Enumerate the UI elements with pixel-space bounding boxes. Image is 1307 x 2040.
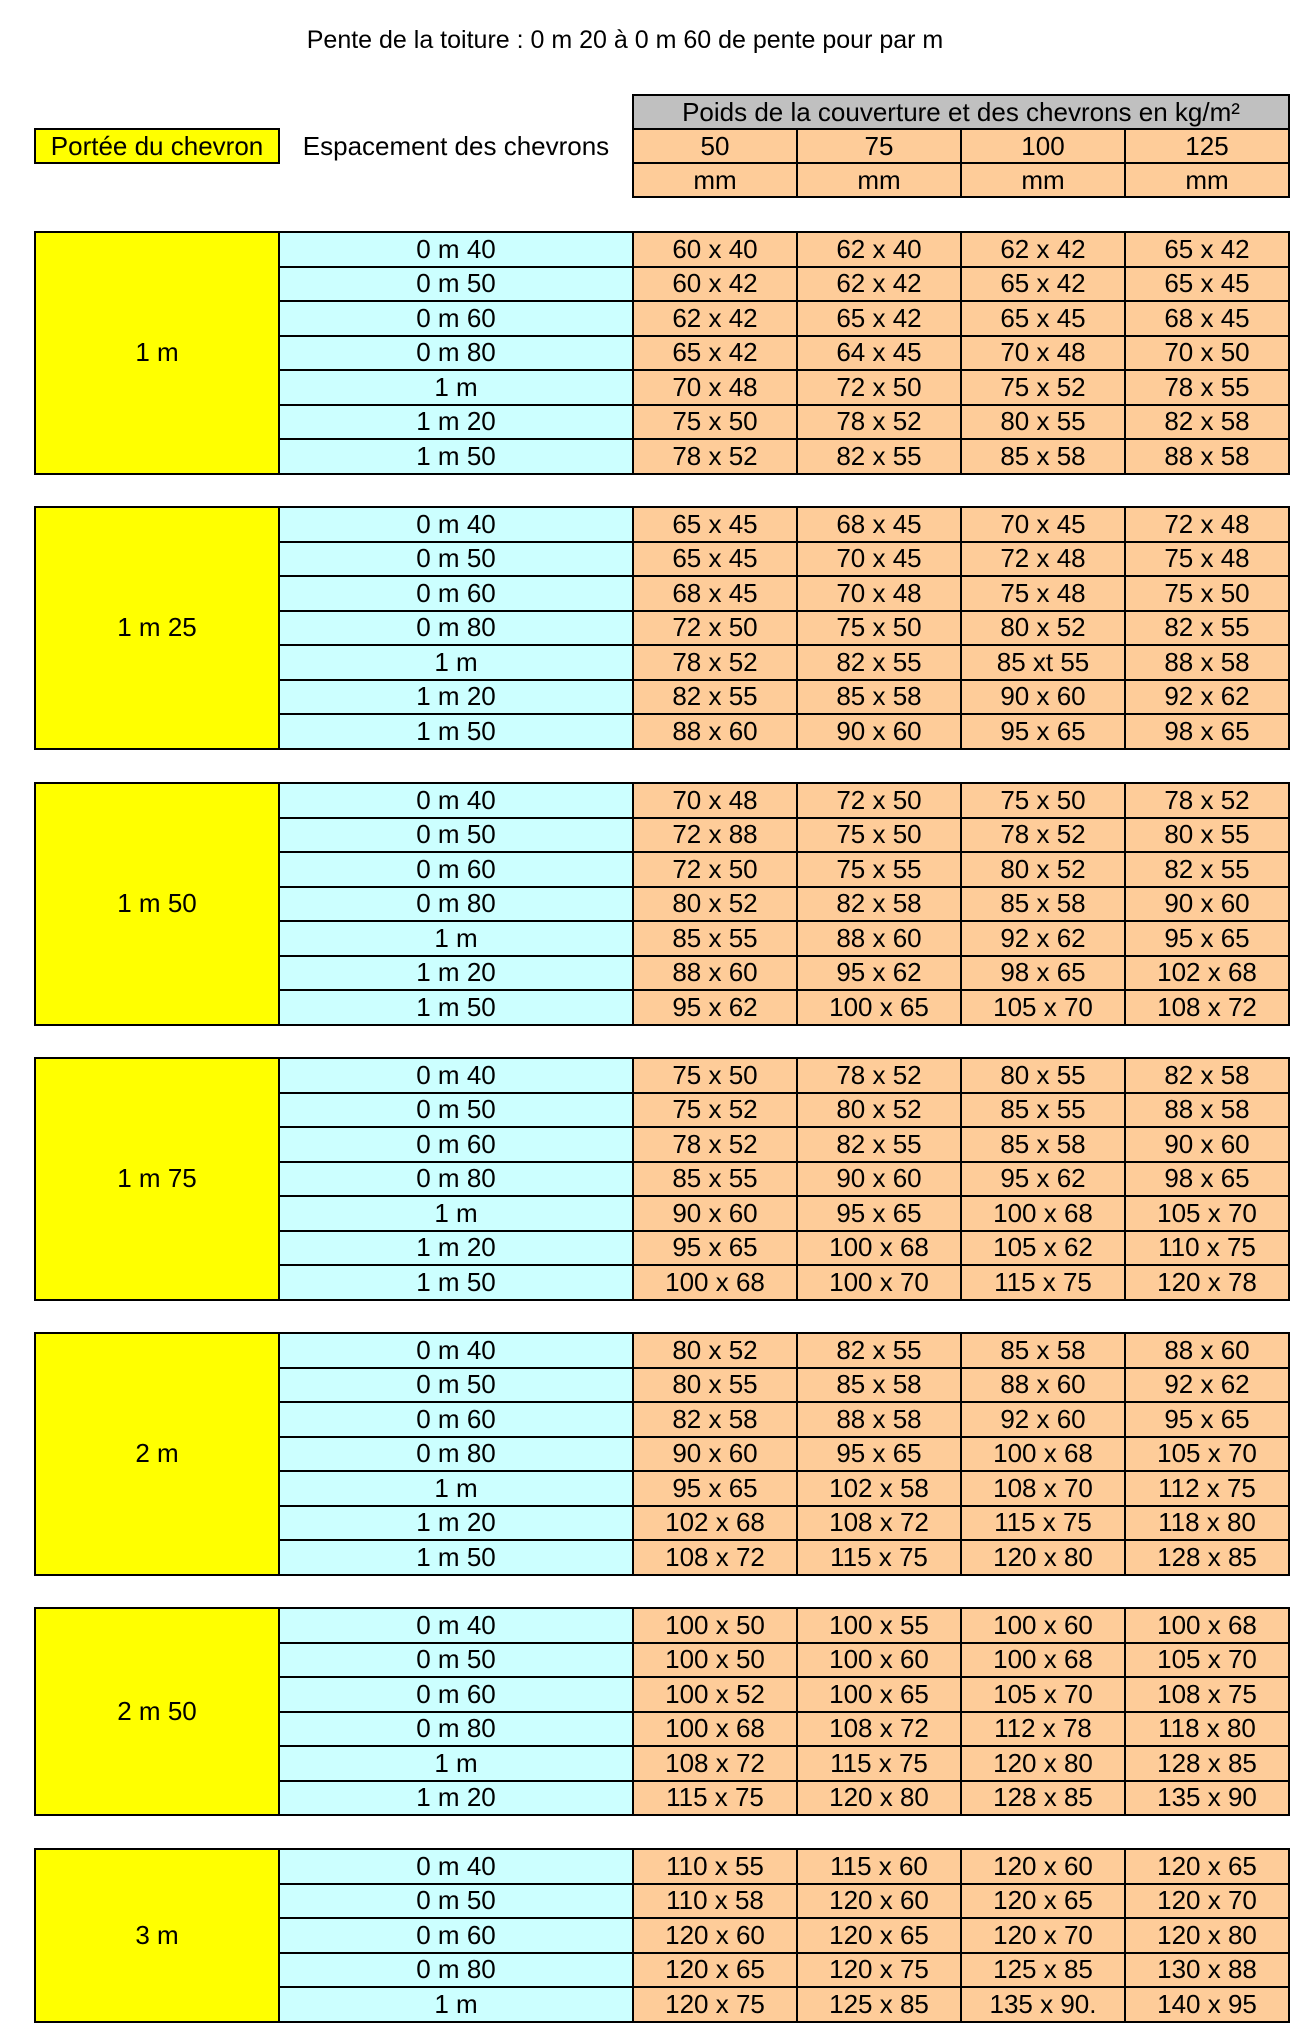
- dimension-cell: 72 x 50: [796, 369, 962, 406]
- dimension-cell: 80 x 52: [632, 1332, 798, 1369]
- dimension-cell: 105 x 70: [1124, 1195, 1290, 1232]
- dimension-cell: 112 x 75: [1124, 1470, 1290, 1507]
- dimension-cell: 60 x 42: [632, 266, 798, 303]
- dimension-cell: 75 x 50: [796, 610, 962, 647]
- dimension-cell: 75 x 48: [960, 575, 1126, 612]
- spacing-cell: 1 m 20: [278, 404, 634, 441]
- dimension-cell: 85 x 58: [796, 679, 962, 716]
- dimension-cell: 75 x 50: [632, 404, 798, 441]
- spacing-cell: 0 m 80: [278, 335, 634, 372]
- dimension-cell: 85 x 55: [960, 1092, 1126, 1129]
- dimension-cell: 110 x 75: [1124, 1230, 1290, 1267]
- span-cell: 3 m: [34, 1848, 280, 2023]
- dimension-cell: 85 x 58: [960, 1126, 1126, 1163]
- dimension-cell: 85 xt 55: [960, 644, 1126, 681]
- dimension-cell: 105 x 62: [960, 1230, 1126, 1267]
- dimension-cell: 78 x 55: [1124, 369, 1290, 406]
- dimension-cell: 120 x 60: [960, 1848, 1126, 1885]
- dimension-cell: 78 x 52: [796, 1057, 962, 1094]
- dimension-cell: 85 x 58: [960, 438, 1126, 475]
- dimension-cell: 78 x 52: [632, 644, 798, 681]
- weight-75: 75: [796, 128, 962, 164]
- dimension-cell: 82 x 58: [796, 886, 962, 923]
- dimension-cell: 118 x 80: [1124, 1711, 1290, 1748]
- dimension-cell: 100 x 68: [960, 1642, 1126, 1679]
- dimension-cell: 88 x 60: [1124, 1332, 1290, 1369]
- dimension-cell: 98 x 65: [1124, 713, 1290, 750]
- dimension-cell: 82 x 58: [1124, 1057, 1290, 1094]
- dimension-cell: 110 x 55: [632, 1848, 798, 1885]
- dimension-cell: 78 x 52: [632, 1126, 798, 1163]
- dimension-cell: 75 x 52: [632, 1092, 798, 1129]
- dimension-cell: 70 x 48: [960, 335, 1126, 372]
- dimension-cell: 120 x 70: [960, 1917, 1126, 1954]
- spacing-cell: 0 m 50: [278, 541, 634, 578]
- dimension-cell: 62 x 42: [632, 300, 798, 337]
- dimension-cell: 80 x 52: [960, 851, 1126, 888]
- dimension-cell: 64 x 45: [796, 335, 962, 372]
- dimension-cell: 82 x 55: [632, 679, 798, 716]
- dimension-cell: 85 x 55: [632, 1161, 798, 1198]
- dimension-cell: 112 x 78: [960, 1711, 1126, 1748]
- dimension-cell: 72 x 48: [960, 541, 1126, 578]
- spacing-cell: 1 m: [278, 369, 634, 406]
- dimension-cell: 78 x 52: [1124, 782, 1290, 819]
- dimension-cell: 80 x 52: [960, 610, 1126, 647]
- dimension-cell: 135 x 90.: [960, 1986, 1126, 2023]
- dimension-cell: 105 x 70: [1124, 1642, 1290, 1679]
- dimension-cell: 70 x 45: [960, 506, 1126, 543]
- dimension-cell: 120 x 65: [960, 1883, 1126, 1920]
- dimension-cell: 65 x 42: [1124, 231, 1290, 268]
- dimension-cell: 128 x 85: [1124, 1745, 1290, 1782]
- dimension-cell: 118 x 80: [1124, 1505, 1290, 1542]
- spacing-header: Espacement des chevrons: [302, 130, 610, 161]
- spacing-cell: 1 m: [278, 1986, 634, 2023]
- dimension-cell: 130 x 88: [1124, 1952, 1290, 1989]
- dimension-cell: 82 x 58: [632, 1401, 798, 1438]
- dimension-cell: 120 x 75: [632, 1986, 798, 2023]
- weight-header: Poids de la couverture et des chevrons en kg/m²: [632, 94, 1290, 130]
- dimension-cell: 90 x 60: [1124, 1126, 1290, 1163]
- dimension-cell: 120 x 80: [796, 1780, 962, 1817]
- span-cell: 2 m: [34, 1332, 280, 1576]
- spacing-cell: 0 m 50: [278, 1642, 634, 1679]
- unit-50: mm: [632, 162, 798, 198]
- dimension-cell: 88 x 58: [1124, 644, 1290, 681]
- dimension-cell: 88 x 58: [796, 1401, 962, 1438]
- dimension-cell: 85 x 58: [960, 1332, 1126, 1369]
- dimension-cell: 75 x 50: [960, 782, 1126, 819]
- dimension-cell: 72 x 50: [632, 851, 798, 888]
- dimension-cell: 100 x 60: [796, 1642, 962, 1679]
- dimension-cell: 125 x 85: [960, 1952, 1126, 1989]
- dimension-cell: 108 x 72: [632, 1539, 798, 1576]
- dimension-cell: 80 x 52: [796, 1092, 962, 1129]
- dimension-cell: 100 x 68: [796, 1230, 962, 1267]
- dimension-cell: 80 x 55: [960, 1057, 1126, 1094]
- spacing-cell: 0 m 50: [278, 1367, 634, 1404]
- dimension-cell: 115 x 75: [796, 1745, 962, 1782]
- spacing-cell: 1 m: [278, 1470, 634, 1507]
- dimension-cell: 115 x 60: [796, 1848, 962, 1885]
- dimension-cell: 115 x 75: [960, 1505, 1126, 1542]
- span-cell: 1 m: [34, 231, 280, 475]
- spacing-cell: 1 m 50: [278, 713, 634, 750]
- dimension-cell: 82 x 58: [1124, 404, 1290, 441]
- dimension-cell: 68 x 45: [796, 506, 962, 543]
- dimension-cell: 100 x 50: [632, 1607, 798, 1644]
- dimension-cell: 98 x 65: [960, 955, 1126, 992]
- dimension-cell: 108 x 72: [1124, 989, 1290, 1026]
- dimension-cell: 75 x 52: [960, 369, 1126, 406]
- spacing-cell: 0 m 40: [278, 506, 634, 543]
- dimension-cell: 90 x 60: [796, 713, 962, 750]
- dimension-cell: 80 x 55: [632, 1367, 798, 1404]
- dimension-cell: 75 x 48: [1124, 541, 1290, 578]
- dimension-cell: 100 x 65: [796, 1676, 962, 1713]
- dimension-cell: 70 x 45: [796, 541, 962, 578]
- spacing-cell: 1 m 50: [278, 438, 634, 475]
- spacing-cell: 0 m 50: [278, 817, 634, 854]
- spacing-cell: 0 m 80: [278, 1711, 634, 1748]
- dimension-cell: 65 x 42: [960, 266, 1126, 303]
- dimension-cell: 95 x 65: [960, 713, 1126, 750]
- spacing-cell: 0 m 80: [278, 1952, 634, 1989]
- weight-125: 125: [1124, 128, 1290, 164]
- spacing-cell: 0 m 60: [278, 1401, 634, 1438]
- span-header: Portée du chevron: [34, 128, 280, 164]
- dimension-cell: 88 x 58: [1124, 1092, 1290, 1129]
- dimension-cell: 78 x 52: [632, 438, 798, 475]
- dimension-cell: 90 x 60: [632, 1195, 798, 1232]
- dimension-cell: 95 x 65: [632, 1230, 798, 1267]
- dimension-cell: 105 x 70: [960, 1676, 1126, 1713]
- dimension-cell: 108 x 72: [632, 1745, 798, 1782]
- dimension-cell: 115 x 75: [960, 1264, 1126, 1301]
- spacing-cell: 0 m 50: [278, 1883, 634, 1920]
- dimension-cell: 95 x 65: [632, 1470, 798, 1507]
- dimension-cell: 100 x 60: [960, 1607, 1126, 1644]
- weight-100: 100: [960, 128, 1126, 164]
- dimension-cell: 100 x 68: [632, 1264, 798, 1301]
- dimension-cell: 85 x 58: [960, 886, 1126, 923]
- dimension-cell: 85 x 55: [632, 920, 798, 957]
- dimension-cell: 75 x 50: [1124, 575, 1290, 612]
- dimension-cell: 60 x 40: [632, 231, 798, 268]
- dimension-cell: 70 x 48: [632, 782, 798, 819]
- spacing-cell: 0 m 60: [278, 1676, 634, 1713]
- spacing-cell: 0 m 80: [278, 886, 634, 923]
- spacing-cell: 0 m 80: [278, 1436, 634, 1473]
- dimension-cell: 110 x 58: [632, 1883, 798, 1920]
- dimension-cell: 128 x 85: [1124, 1539, 1290, 1576]
- spacing-cell: 0 m 80: [278, 1161, 634, 1198]
- dimension-cell: 62 x 42: [796, 266, 962, 303]
- dimension-cell: 108 x 75: [1124, 1676, 1290, 1713]
- spacing-cell: 1 m 20: [278, 1780, 634, 1817]
- spacing-cell: 0 m 60: [278, 1126, 634, 1163]
- dimension-cell: 88 x 60: [796, 920, 962, 957]
- dimension-cell: 82 x 55: [1124, 610, 1290, 647]
- dimension-cell: 120 x 60: [796, 1883, 962, 1920]
- spacing-cell: 0 m 40: [278, 1607, 634, 1644]
- dimension-cell: 102 x 58: [796, 1470, 962, 1507]
- dimension-cell: 120 x 80: [960, 1539, 1126, 1576]
- dimension-cell: 115 x 75: [796, 1539, 962, 1576]
- unit-100: mm: [960, 162, 1126, 198]
- dimension-cell: 135 x 90: [1124, 1780, 1290, 1817]
- dimension-cell: 120 x 78: [1124, 1264, 1290, 1301]
- dimension-cell: 98 x 65: [1124, 1161, 1290, 1198]
- dimension-cell: 75 x 55: [796, 851, 962, 888]
- spacing-cell: 1 m 20: [278, 1230, 634, 1267]
- dimension-cell: 62 x 40: [796, 231, 962, 268]
- dimension-cell: 80 x 52: [632, 886, 798, 923]
- dimension-cell: 88 x 58: [1124, 438, 1290, 475]
- dimension-cell: 108 x 70: [960, 1470, 1126, 1507]
- dimension-cell: 82 x 55: [796, 1332, 962, 1369]
- dimension-cell: 95 x 65: [1124, 920, 1290, 957]
- dimension-cell: 85 x 58: [796, 1367, 962, 1404]
- dimension-cell: 120 x 65: [632, 1952, 798, 1989]
- dimension-cell: 62 x 42: [960, 231, 1126, 268]
- dimension-cell: 78 x 52: [796, 404, 962, 441]
- dimension-cell: 65 x 45: [632, 541, 798, 578]
- dimension-cell: 95 x 65: [796, 1436, 962, 1473]
- dimension-cell: 125 x 85: [796, 1986, 962, 2023]
- dimension-cell: 72 x 50: [632, 610, 798, 647]
- dimension-cell: 92 x 62: [960, 920, 1126, 957]
- spacing-cell: 1 m: [278, 1195, 634, 1232]
- dimension-cell: 65 x 45: [1124, 266, 1290, 303]
- dimension-cell: 90 x 60: [632, 1436, 798, 1473]
- dimension-cell: 102 x 68: [632, 1505, 798, 1542]
- span-cell: 1 m 50: [34, 782, 280, 1026]
- spacing-cell: 0 m 60: [278, 851, 634, 888]
- spacing-cell: 1 m 50: [278, 1264, 634, 1301]
- dimension-cell: 102 x 68: [1124, 955, 1290, 992]
- dimension-cell: 120 x 60: [632, 1917, 798, 1954]
- dimension-cell: 95 x 62: [960, 1161, 1126, 1198]
- dimension-cell: 88 x 60: [632, 955, 798, 992]
- dimension-cell: 68 x 45: [632, 575, 798, 612]
- dimension-cell: 120 x 65: [1124, 1848, 1290, 1885]
- span-cell: 2 m 50: [34, 1607, 280, 1816]
- dimension-cell: 100 x 50: [632, 1642, 798, 1679]
- span-cell: 1 m 75: [34, 1057, 280, 1301]
- dimension-cell: 105 x 70: [1124, 1436, 1290, 1473]
- dimension-cell: 88 x 60: [960, 1367, 1126, 1404]
- dimension-cell: 120 x 65: [796, 1917, 962, 1954]
- dimension-cell: 92 x 62: [1124, 679, 1290, 716]
- spacing-cell: 1 m 50: [278, 1539, 634, 1576]
- dimension-cell: 90 x 60: [796, 1161, 962, 1198]
- dimension-cell: 78 x 52: [960, 817, 1126, 854]
- spacing-cell: 1 m 20: [278, 679, 634, 716]
- dimension-cell: 120 x 70: [1124, 1883, 1290, 1920]
- dimension-cell: 100 x 70: [796, 1264, 962, 1301]
- dimension-cell: 88 x 60: [632, 713, 798, 750]
- spacing-cell: 0 m 40: [278, 782, 634, 819]
- dimension-cell: 100 x 65: [796, 989, 962, 1026]
- dimension-cell: 95 x 65: [796, 1195, 962, 1232]
- spacing-cell: 0 m 40: [278, 1057, 634, 1094]
- dimension-cell: 120 x 75: [796, 1952, 962, 1989]
- dimension-cell: 80 x 55: [960, 404, 1126, 441]
- spacing-cell: 1 m: [278, 644, 634, 681]
- dimension-cell: 65 x 45: [960, 300, 1126, 337]
- dimension-cell: 90 x 60: [960, 679, 1126, 716]
- dimension-cell: 95 x 62: [796, 955, 962, 992]
- dimension-cell: 100 x 52: [632, 1676, 798, 1713]
- dimension-cell: 95 x 62: [632, 989, 798, 1026]
- dimension-cell: 82 x 55: [796, 644, 962, 681]
- dimension-cell: 72 x 88: [632, 817, 798, 854]
- dimension-cell: 100 x 68: [960, 1436, 1126, 1473]
- dimension-cell: 95 x 65: [1124, 1401, 1290, 1438]
- dimension-cell: 70 x 48: [632, 369, 798, 406]
- dimension-cell: 72 x 50: [796, 782, 962, 819]
- spacing-cell: 0 m 60: [278, 300, 634, 337]
- unit-75: mm: [796, 162, 962, 198]
- dimension-cell: 75 x 50: [796, 817, 962, 854]
- dimension-cell: 108 x 72: [796, 1505, 962, 1542]
- dimension-cell: 100 x 68: [632, 1711, 798, 1748]
- spacing-cell: 0 m 60: [278, 575, 634, 612]
- dimension-cell: 65 x 45: [632, 506, 798, 543]
- spacing-cell: 1 m: [278, 920, 634, 957]
- spacing-cell: 1 m 50: [278, 989, 634, 1026]
- dimension-cell: 82 x 55: [1124, 851, 1290, 888]
- spacing-cell: 0 m 60: [278, 1917, 634, 1954]
- dimension-cell: 82 x 55: [796, 1126, 962, 1163]
- spacing-cell: 1 m 20: [278, 1505, 634, 1542]
- spacing-cell: 1 m 20: [278, 955, 634, 992]
- spacing-cell: 0 m 50: [278, 266, 634, 303]
- weight-50: 50: [632, 128, 798, 164]
- dimension-cell: 72 x 48: [1124, 506, 1290, 543]
- dimension-cell: 82 x 55: [796, 438, 962, 475]
- dimension-cell: 65 x 42: [796, 300, 962, 337]
- dimension-cell: 100 x 68: [1124, 1607, 1290, 1644]
- dimension-cell: 70 x 50: [1124, 335, 1290, 372]
- spacing-cell: 1 m: [278, 1745, 634, 1782]
- dimension-cell: 128 x 85: [960, 1780, 1126, 1817]
- dimension-cell: 92 x 60: [960, 1401, 1126, 1438]
- unit-125: mm: [1124, 162, 1290, 198]
- dimension-cell: 80 x 55: [1124, 817, 1290, 854]
- dimension-cell: 68 x 45: [1124, 300, 1290, 337]
- dimension-cell: 105 x 70: [960, 989, 1126, 1026]
- dimension-cell: 115 x 75: [632, 1780, 798, 1817]
- dimension-cell: 65 x 42: [632, 335, 798, 372]
- page-title: Pente de la toiture : 0 m 20 à 0 m 60 de pente pour par m: [306, 26, 944, 54]
- span-cell: 1 m 25: [34, 506, 280, 750]
- spacing-cell: 0 m 50: [278, 1092, 634, 1129]
- dimension-cell: 75 x 50: [632, 1057, 798, 1094]
- spacing-cell: 0 m 80: [278, 610, 634, 647]
- spacing-cell: 0 m 40: [278, 1332, 634, 1369]
- dimension-cell: 100 x 55: [796, 1607, 962, 1644]
- spacing-cell: 0 m 40: [278, 231, 634, 268]
- dimension-cell: 100 x 68: [960, 1195, 1126, 1232]
- dimension-cell: 92 x 62: [1124, 1367, 1290, 1404]
- spacing-cell: 0 m 40: [278, 1848, 634, 1885]
- dimension-cell: 70 x 48: [796, 575, 962, 612]
- dimension-cell: 108 x 72: [796, 1711, 962, 1748]
- dimension-cell: 90 x 60: [1124, 886, 1290, 923]
- dimension-cell: 120 x 80: [1124, 1917, 1290, 1954]
- dimension-cell: 120 x 80: [960, 1745, 1126, 1782]
- dimension-cell: 140 x 95: [1124, 1986, 1290, 2023]
